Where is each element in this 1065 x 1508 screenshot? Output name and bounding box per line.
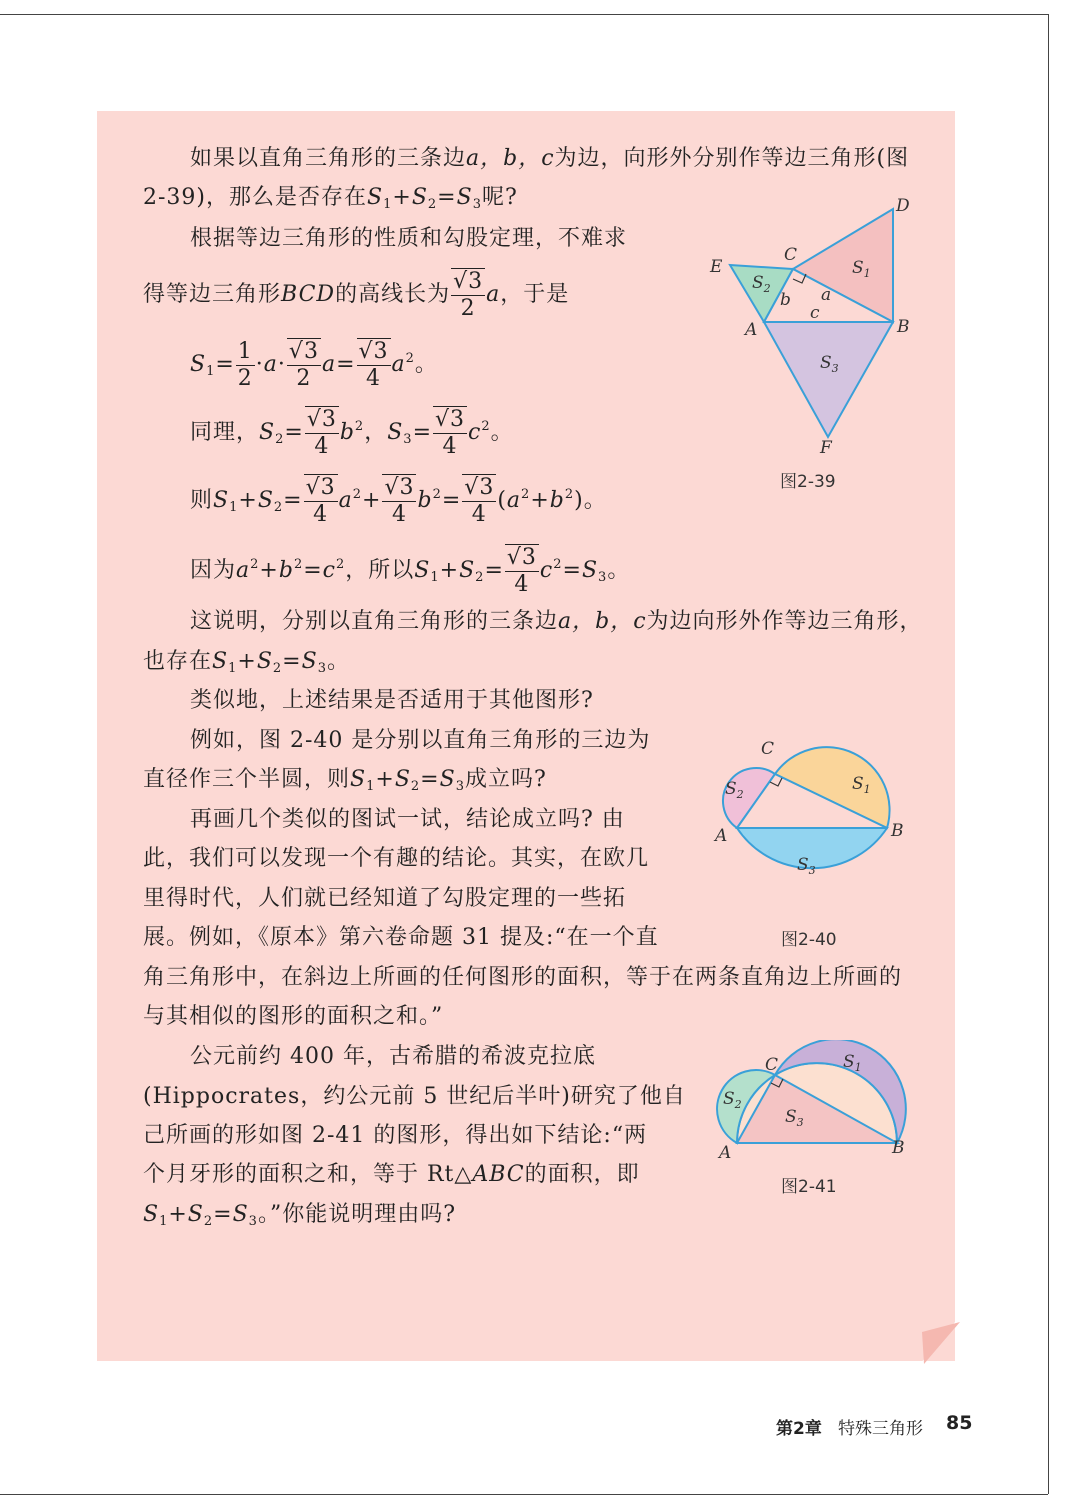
text-line: 例如，图 2-40 是分别以直角三角形的三边为 [190,728,651,753]
figure-caption: 图2-41 [781,1177,837,1197]
text-line: 个月牙形的面积之和，等于 Rt△ABC的面积，即 [143,1162,640,1187]
triangle-abf [764,322,893,437]
label-b: B [891,821,904,841]
figure-2-39 [700,190,930,465]
label-s1: $S_1$ [852,774,871,796]
text-line: 与其相似的图形的面积之和。” [143,1004,444,1029]
equation-s2-s3: 同理，$S_2=$ $\frac{√3}{4}$ $b^2$，$S_3=$ $\frac{√3}{4}$ $c^2$。 [190,407,514,459]
equation-because: 因为$a^2+b^2=c^2$，所以$S_1+S_2=$ $\frac{√3}{4}$ $c^2=S_3$。 [190,545,631,597]
text-line: (Hippocrates，约公元前 5 世纪后半叶)研究了他自 [143,1084,686,1109]
label-b: B [892,1138,905,1158]
text-line: 展。例如，《原本》第六卷命题 31 提及:“在一个直 [143,925,659,950]
label-s3: $S_3$ [797,855,816,877]
page-frame-bottom [0,1494,1048,1495]
figure-caption: 图2-40 [781,930,837,950]
label-b: B [897,317,910,337]
label-e: E [710,257,723,277]
label-s3: $S_3$ [785,1107,804,1129]
text-line: $S_1+S_2=S_3$。”你能说明理由吗? [143,1202,456,1229]
text-line: 公元前约 400 年，古希腊的希波克拉底 [190,1044,596,1069]
label-c: C [765,1055,779,1075]
label-s2: $S_2$ [725,779,744,801]
label-f: F [820,438,832,458]
text-line: 2-39)，那么是否存在$S_1+S_2=S_3$呢? [143,185,518,212]
text-line: 里得时代，人们就已经知道了勾股定理的一些拓 [143,886,627,911]
text-line: 直径作三个半圆，则$S_1+S_2=S_3$成立吗? [143,767,547,794]
label-s2: $S_2$ [752,273,771,295]
label-side-b: b [780,290,791,310]
text-line: 类似地，上述结果是否适用于其他图形? [190,688,594,713]
semicircle-s3 [737,828,887,868]
page-frame-top [0,14,1048,15]
figure-2-40 [705,725,920,930]
page-number: 85 [946,1412,973,1434]
figure-caption: 图2-39 [780,472,836,492]
text-line: 得等边三角形BCD的高线长为 $\frac{√3}{2}$ a，于是 [143,269,570,321]
label-s1: $S_1$ [852,258,871,280]
text-line: 再画几个类似的图试一试，结论成立吗? 由 [190,807,625,832]
figure-2-41 [705,1040,920,1165]
page-curl-corner [920,1316,960,1364]
label-s1: $S_1$ [843,1052,862,1074]
text-line: 己所画的形如图 2-41 的图形，得出如下结论:“两 [143,1123,648,1148]
text-line: 根据等边三角形的性质和勾股定理，不难求 [190,226,628,251]
label-c: C [784,245,798,265]
label-side-c: c [810,303,820,323]
equation-sum: 则$S_1+S_2=$ $\frac{√3}{4}$ $a^2+$ $\frac{√3}{4}$ $b^2=$ $\frac{√3}{4}$ $(a^2+b^2)$。 [190,475,607,527]
text-line: 也存在$S_1+S_2=S_3$。 [143,649,350,676]
label-a: A [745,320,758,340]
label-d: D [896,196,910,216]
label-a: A [715,826,728,846]
footer-chapter: 第2章 [776,1419,822,1439]
label-c: C [761,739,775,759]
footer-title: 特殊三角形 [838,1419,923,1439]
label-s3: $S_3$ [820,353,839,375]
text-line: 此，我们可以发现一个有趣的结论。其实，在欧几 [143,846,650,871]
label-a: A [719,1143,732,1163]
equation-s1: $S_1=$ $\frac{1}{2}$ ·a· $\frac{√3}{2}$ a= $\frac{√3}{4}$ $a^2$。 [190,338,438,391]
page-frame-right [1048,14,1049,1494]
text-line: 这说明，分别以直角三角形的三条边a，b，c为边向形外作等边三角形， [190,609,923,634]
label-s2: $S_2$ [723,1089,742,1111]
label-side-a: a [821,285,832,305]
text-line: 如果以直角三角形的三条边a，b，c为边，向形外分别作等边三角形(图 [190,146,910,171]
text-line: 角三角形中，在斜边上所画的任何图形的面积，等于在两条直角边上所画的 [143,965,903,990]
